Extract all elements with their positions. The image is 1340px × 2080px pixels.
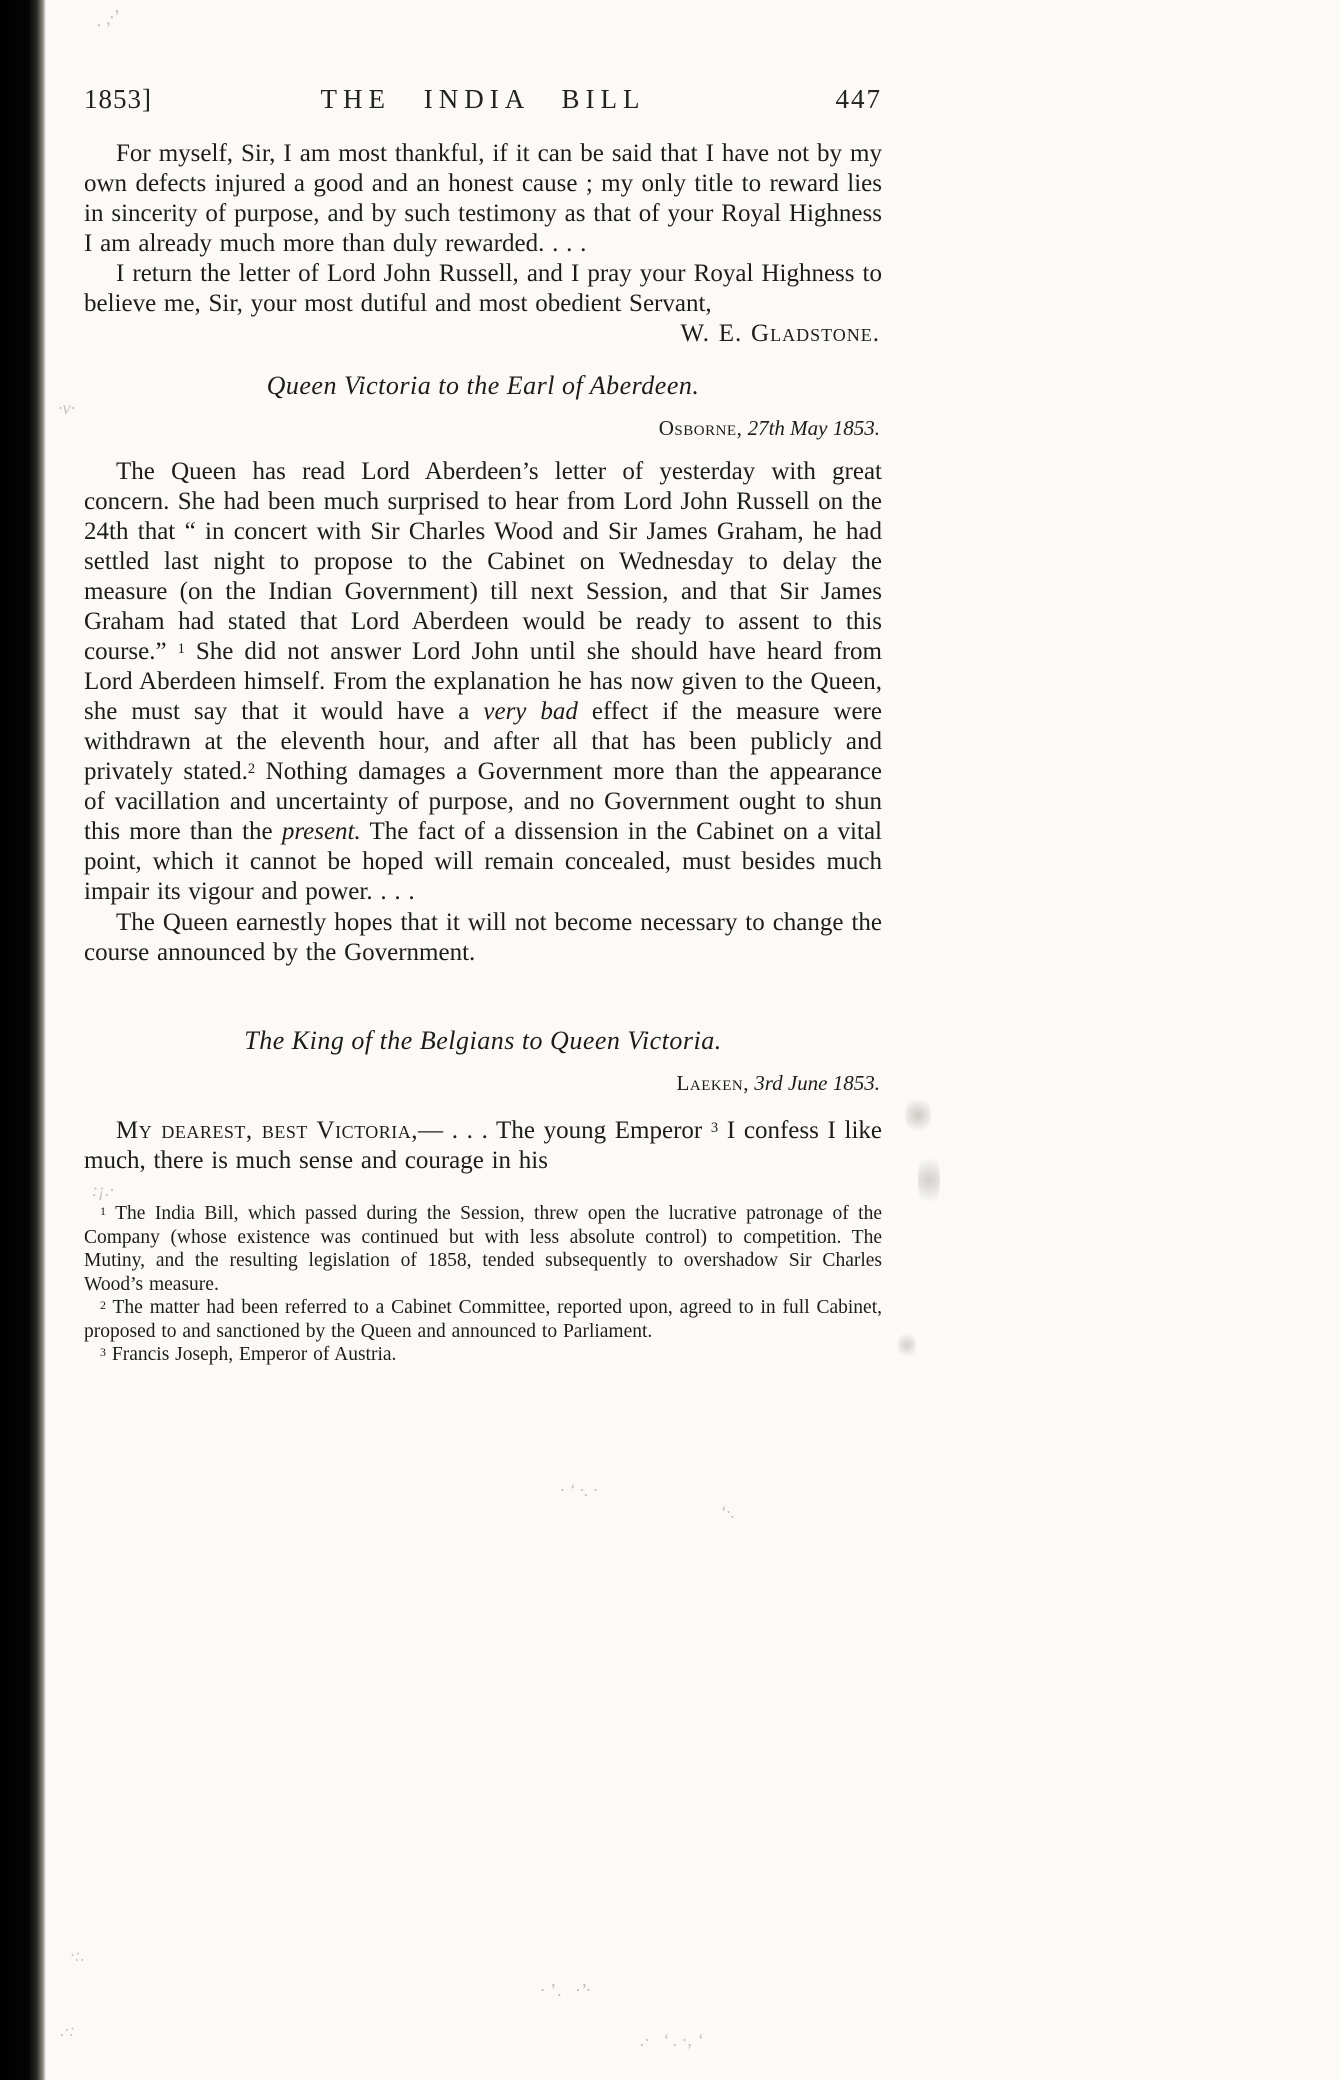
scan-artifact: . ,·’: [94, 5, 122, 31]
footnote-number: 1: [100, 1204, 106, 1219]
page-header: [84, 84, 882, 115]
letter-heading-belgians-to-victoria: The King of the Belgians to Queen Victoria.: [244, 1026, 722, 1055]
scan-artifact: ‘·.: [720, 1502, 735, 1522]
footnote-text: The India Bill, which passed during the Session, threw open the lucrative patronage of the Company (whose existence was continued but with less absolute control) to competition. The Mutiny, and the resulting legislation of 1858, tended subsequently to overshadow Sir Charles Wood’s measure.: [84, 1203, 882, 1295]
scan-artifact: · ‘ ·. ·: [560, 1480, 598, 1500]
page-content: [84, 84, 882, 1367]
dateline-date: 3rd June 1853.: [748, 1071, 880, 1095]
footnotes-section: [84, 1202, 882, 1367]
footnote-number: 3: [100, 1345, 106, 1360]
dateline-date: 27th May 1853.: [742, 416, 880, 440]
footnote-text: Francis Joseph, Emperor of Austria.: [106, 1344, 397, 1365]
scan-artifact: [918, 1150, 940, 1210]
gladstone-paragraph-1: For myself, Sir, I am most thankful, if it can be said that I have not by my own defects injured a good and an honest cause ; my only title to reward lies in sincerity of purpose, and by such testimony as that of your Royal Highness I am already much more than duly rewarded. . . .: [84, 140, 882, 257]
dateline-place: Laeken,: [676, 1071, 749, 1095]
footnote-2: [84, 1296, 882, 1343]
scan-artifact: :¡.·: [92, 1180, 114, 1200]
scan-artifact: .· ‘ . ·‚ ‘: [640, 2030, 703, 2050]
dateline-osborne: [84, 416, 882, 441]
belgians-letter-body: My dearest, best Victoria,— . . . The young Emperor $^3$ I confess I like much, there is much sense and courage in his: [84, 1117, 882, 1174]
book-binding-shadow: [0, 0, 46, 2080]
footnote-text: The matter had been referred to a Cabinet Committee, reported upon, agreed to in full Cabinet, proposed to and sanctioned by the Queen and announced to Parliament.: [84, 1297, 882, 1342]
scan-artifact: ·:.: [70, 1945, 85, 1965]
dateline-place: Osborne,: [658, 416, 743, 440]
dateline-laeken: [84, 1071, 882, 1096]
scan-artifact: .·:: [60, 2020, 75, 2040]
letter-heading-victoria-to-aberdeen: Queen Victoria to the Earl of Aberdeen.: [266, 371, 700, 400]
victoria-letter-closing: The Queen earnestly hopes that it will not become necessary to change the course announced by the Government.: [84, 909, 882, 966]
footnote-1: [84, 1202, 882, 1296]
footnote-number: 2: [100, 1298, 106, 1313]
victoria-letter-body: The Queen has read Lord Aberdeen’s letter of yesterday with great concern. She had been much surprised to hear from Lord John Russell on the 24th that “ in concert with Sir Charles Wood and Sir James Graham, he had settled last night to propose to the Cabinet on Wednesday to delay the measure (on the Indian Government) till next Session, and that Sir James Graham had stated that Lord Aberdeen would be ready to assent to this course.” $^1$ She did not answer Lord John until she should have heard from Lord Aberdeen himself. From the explanation he has now given to the Queen, she must say that it would have a very bad effect if the measure were withdrawn at the eleventh hour, and after all that has been publicly and privately stated.$^2$ Nothing damages a Government more than the appearance of vacillation and uncertainty of purpose, and no Government ought to shun this more than the present. The fact of a dissension in the Cabinet on a vital point, which it cannot be hoped will remain concealed, must besides much impair its vigour and power. . . .: [84, 458, 882, 905]
gladstone-signature: W. E. Gladstone.: [680, 320, 880, 347]
scan-artifact: · ’ . ·’·: [540, 1980, 591, 2000]
running-title: THE INDIA BILL: [320, 84, 646, 114]
scan-artifact: ·v·: [58, 398, 75, 418]
page-number: 447: [835, 84, 882, 114]
gladstone-closing-text: I return the letter of Lord John Russell, and I pray your Royal Highness to believe me, Sir, your most dutiful and most obedient Servant,: [84, 260, 882, 317]
header-year: 1853]: [84, 84, 152, 114]
footnote-3: [84, 1343, 882, 1367]
scan-artifact: [905, 1095, 931, 1135]
scan-artifact: [898, 1330, 916, 1360]
gladstone-paragraph-2: [84, 259, 882, 347]
